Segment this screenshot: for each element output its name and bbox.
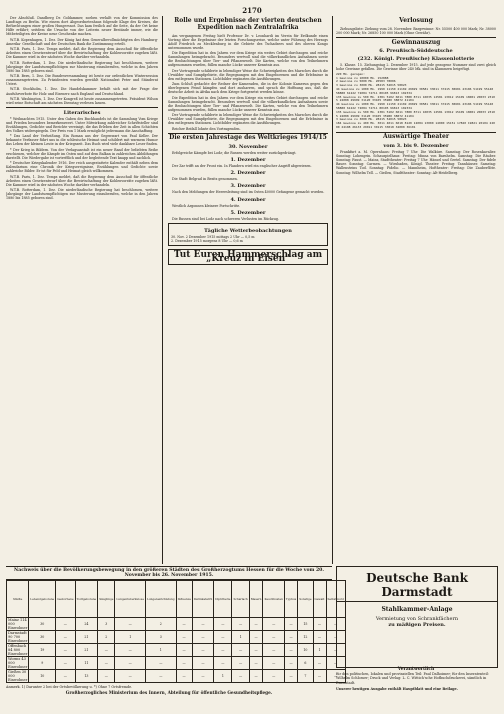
bank-advertisement [336,566,498,668]
date-heading: 30. November [228,144,268,151]
bank-line-3: zu mäßigen Preisen. [388,621,446,628]
divider [336,37,496,38]
value-cell: — [115,670,146,683]
value-cell: 19 [29,644,56,657]
article-paragraph: Am vergangenen Freitag hielt Professor Dr. v. Leonhardi im Verein für Erdkunde einen Vortrag über die Ergebnisse der letzten Forschungsreise, welche unter Führung des Herzogs Adolf Friedrich zu Mecklenburg in die Gebiete des Tschadsees und des oberen Kongo unternommen wurde. [168,33,328,50]
heading-lottery: 6. Preußisch-Süddeutsche [379,48,453,55]
weather-box [168,223,328,246]
table-header-row [7,581,346,618]
value-cell: — [284,618,297,631]
column-header: Diphtherie [214,581,232,618]
value-cell: 15 [298,618,313,631]
value-cell: 9 [29,657,56,670]
value-cell: — [313,670,326,683]
value-cell: 1 [214,670,232,683]
value-cell: — [115,657,146,670]
number-row: 3 Gewinne zu 3000 Mk. 28215 54015 58023 [336,117,407,122]
section-title-literary: Literarisches [63,109,101,116]
value-cell: 10 [29,670,56,683]
value-cell: 7 [298,670,313,683]
column-header: Masern [249,581,263,618]
heading-gewinnauszug: Gewinnauszug [391,38,441,46]
value-cell: 10 [298,644,313,657]
theater-dates: vom 3. bis 9. Dezember [383,143,449,150]
value-cell: — [263,644,284,657]
column-header: Selbstmord [326,581,345,618]
value-cell: 1 [232,631,249,644]
imprint-text: für den politischen, lokalen und provinziellen Teil: Paul Dalhoimer; für den Inseratenteil: Wilhelm Schlosser; Druck und Verlag: L. C. Wittich'sche Hofbuchdruckerei, sämtlich in Darmstadt. [336,672,489,685]
value-cell: 2 [146,618,177,631]
table-row [7,670,346,683]
value-cell: 6 [298,657,313,670]
column-header: Scharlach [232,581,249,618]
literary-paragraph: W.T.B. Paris, 1. Dez. Temps meldet, daß die Regierung dem Ausschuß für öffentliche Arbeiten einen Gesetzentwurf über die Bewirtschaftung der Kohlenvorräte zugehen läßt. Die Kammer wird in der nächsten Woche darüber verhandeln. [6,174,158,187]
value-cell: — [249,657,263,670]
value-cell: 2 [98,631,115,644]
value-cell: — [326,644,345,657]
value-cell: — [56,644,75,657]
column-header: Lungentuberkulose [115,581,146,618]
table-row [7,631,346,644]
column-header: Typhus [284,581,297,618]
value-cell: — [192,644,214,657]
bank-line-1: Stahlkammer-Anlage [381,605,453,613]
value-cell: — [115,644,146,657]
value-cell: — [263,670,284,683]
divider [168,133,328,134]
value-cell: — [249,644,263,657]
article-paragraph: Reicher Beifall lohnte den Vortragenden. [172,126,241,131]
value-cell: — [232,618,249,631]
value-cell: 3 [146,631,177,644]
value-cell: 1 [115,631,146,644]
value-cell: — [192,657,214,670]
value-cell: — [56,657,75,670]
value-cell: — [192,618,214,631]
number-row: 1 Gewinne zu 10000 Mk. 152888 [336,75,389,80]
article-paragraph: Der Vortragende schilderte in lebendiger Weise die Schwierigkeiten des Marsches durch die Urwälder und Sumpfgebiete, die Begegnungen mit den Eingeborenen und die Erlebnisse in den entlegenen Stationen. Lichtbilder ergänzten die Ausführungen. [168,68,328,81]
column-header: Darmkatarrh [192,581,214,618]
value-cell: — [56,618,75,631]
value-cell: — [98,670,115,683]
column-header: Lebendgeborene [29,581,56,618]
literary-paragraph: * Der Krieg in Bildern. Von der Verlagsanstalt ist ein neuer Band der beliebten Reihe erschienen, welcher die Kämpfe im Osten und auf dem Balkan in zahlreichen Abbildungen darstellt. Die Wiedergabe ist vortrefflich und der begleitende Text knapp und sachlich. [6,147,158,160]
article-paragraph: Die Expedition hat in den Jahren vor dem Kriege ein weites Gebiet durchzogen und reiche Sammlungen heimgebracht. Besonders wertvoll sind die völkerkundlichen Aufnahmen sowie die Beobachtungen über Tier- und Pflanzenwelt. Die Karten, welche von den Teilnehmern aufgenommen wurden, füllen manche Lücke unserer Kenntnis aus. [168,51,328,68]
value-cell: — [56,670,75,683]
number-row: 44 Gewinne zu 1000 Mk. 1990 11150 21169 29029 30581 33011 37415 38601 43106 51199 55140 58888 61222 72084 74711 80105 96813 102334 [336,102,494,110]
bank-line-2: Vermietung von Schrankfächern [375,615,459,622]
value-cell: 1 [146,644,177,657]
value-cell: 12 [298,631,313,644]
article-paragraph: W.T.B. Rotterdam, 1. Dez. Die niederländische Regierung hat beschlossen, weitere Jahrgänge der Landsturmpflichtigen zur Musterung einzuberufen, welche in den Jahren 1880 bis 1885 geboren sind. [6,60,158,73]
hammer-advertisement: Tut Euren Hammerschlag am „Kreuz in Eisen" [168,249,328,265]
value-cell: — [56,631,75,644]
literary-paragraph: * Das Land der Verheißung. Ein Roman aus der Gegenwart von Paul Keller. Der bekannte Verfasser führt uns in die schlesische Heimat und schildert mit warmem Humor das Leben der kleinen Leute in der Kriegszeit. Das Buch wird viele dankbare Leser finden. [6,134,158,147]
heading-theater: Auswärtige Theater [382,133,450,141]
divider [336,132,496,133]
event-text: Die Russen sind bei Lodz nach schweren Verlusten im Rückzug. [172,216,279,221]
value-cell: — [232,644,249,657]
value-cell: — [263,657,284,670]
number-row: 135 Gewinne zu 500 Mk. 2381 5102 6011 7880 8711 10035 12581 13012 15109 18001 20033 23105 24088 29999 31120 33105 35980 38872 41104 [336,109,495,118]
table-row [7,644,346,657]
column-left [6,16,158,564]
value-cell: 30 [29,618,56,631]
event-text: Erfolgreiche Kämpfe bei Lodz; die Russen werden weiter zurückgedrängt. [172,151,297,156]
value-cell: — [249,670,263,683]
value-cell: — [326,670,345,683]
value-cell: 21 [75,644,98,657]
value-cell: — [326,618,345,631]
article-paragraph: W.T.B. Bern, 1. Dez. Die Bundesversammlung ist heute zur ordentlichen Wintersession zusammengetreten. Zu Präsidenten wurden gewählt Nationalrat Peter und Ständerat Usteri. [6,73,158,87]
weather-line: 2. Dezember 1915 morgens 8 Uhr — 0,6 m [171,238,243,243]
column-header: Lungenentzündung [146,581,177,618]
value-cell: — [192,670,214,683]
value-cell: — [214,657,232,670]
column-header: Sonstige [298,581,313,618]
value-cell: — [263,631,284,644]
date-heading: 2. Dezember [230,170,266,177]
value-cell: 24 [75,618,98,631]
literary-paragraph: W.T.B. Rotterdam, 1. Dez. Die niederländische Regierung hat beschlossen, weitere Jahrgänge der Landsturmpflichtigen zur Musterung einzuberufen, welche in den Jahren 1880 bis 1885 geboren sind. [6,188,158,201]
value-cell: — [176,670,192,683]
column-rule [332,16,333,564]
value-cell: 13 [75,670,98,683]
value-cell: 30 [29,631,56,644]
value-cell: — [115,618,146,631]
value-cell: — [284,644,297,657]
weather-line: 30. Nov. 2 Dezember 1915 mittags 2 Uhr — 0,5 m [171,234,255,239]
headline-expedition: Rolle und Ergebnisse der vierten deutschen Expedition nach Zentralafrika [174,17,322,31]
number-row: 2 Gewinne zu 5000 Mk. 20583 78006 [336,79,396,84]
article-paragraph: W.T.B. Kopenhagen, 1. Dez. Der König hat dem Generalbevollmächtigten des Hamburg-Amerika- Gesellschaft und der Deutschen Bank die Zustimmung erteilt. [6,37,158,46]
event-text: Die Stadt Belgrad in Besitz genommen. [172,177,238,182]
value-cell: — [214,618,232,631]
table-source: Großherzogliches Ministerium des Innern, Abteilung für öffentliche Gesundheitspflege. [65,690,273,695]
value-cell: — [313,631,326,644]
article-paragraph: W.T.B. Washington, 1. Dez. Der Kongreß ist heute zusammengetreten. Präsident Wilson wird seine Botschaft am nächsten Dienstag verlesen lassen. [6,96,158,105]
population-table-section [6,566,344,708]
theater-text: Frankfurt a. M. Opernhaus: Freitag 7 Uhr: Die Walküre. Samstag: Der Rosenkavalier. Sonntag: Lohengrin. Schauspielhaus: Freitag: Minna von Barnhelm. Samstag: Die Räuber. Sonntag: Faust. — Mainz, Stadttheater: Freitag 7 Uhr: Hänsel und Gretel. Samstag: Der fidele Bauer. Sonntag: Carmen. — Wiesbaden, Königl. Theater: Freitag: Tannhäuser. Samstag: Wallensteins Tod. Sonntag: Fidelio. — Mannheim, Hoftheater: Freitag: Die Zauberflöte. Sonntag: Wilhelm Tell. — Gießen, Stadttheater: Sonntag: Alt-Heidelberg. [336,150,496,175]
value-cell: — [249,631,263,644]
page-number: 2170 [242,6,262,15]
value-cell: — [146,657,177,670]
value-cell: 3 [98,618,115,631]
lottery-info: 5. Klasse. 15. Ziehungstag 2. Dezember 1915. Auf jede gezogene Nummer sind zwei gleich hohe Gewinne gefallen. Die Gewinne über 240 Mk. sind in Klammern beigefügt. [336,63,496,72]
divider [6,107,158,108]
value-cell: — [263,618,284,631]
event-text: Nach den Meldungen der Heeresleitung sind im Osten 40000 Gefangene gemacht worden. [172,190,325,195]
event-text: Der Zar trifft an der Front ein. In Flandern wird ein englischer Angriff abgewiesen. [172,164,312,169]
city-cell: Gießen 30 000 Einwohner [8,670,28,682]
value-cell: — [284,631,297,644]
imprint [336,668,496,708]
article-paragraph: Zum Schluß gedachte der Redner der Kameraden, die in der Kolonie Kamerun gegen den überlegenen Feind kämpfen und dort ausharren, und sprach die Hoffnung aus, daß die deutsche Arbeit in Afrika nach dem Kriege fortgesetzt werden könne. [168,82,328,95]
article-paragraph: Der Vortragende schilderte in lebendiger Weise die Schwierigkeiten des Marsches durch die Urwälder und Sumpfgebiete, die Begegnungen mit den Eingeborenen und die Erlebnisse in den entlegenen Stationen. Lichtbilder ergänzten die Ausführungen. [168,113,328,126]
table-footnote: Anmerk. 1) Darunter 2 bei der Ortsbevölkerung u. *) Ohne 7 Ortsfremde. [6,685,133,689]
value-cell: 21 [75,631,98,644]
column-right [336,16,496,564]
table-row [7,657,346,670]
value-cell: — [98,657,115,670]
date-heading: 1. Dezember [230,157,266,164]
headline-jahrestage: Die ersten Jahrestage des Weltkrieges 1914/15 [169,134,327,142]
imprint-bottom: Unserer heutigen Ausgabe enthält Hauptblatt und eine Beilage. [336,686,458,691]
value-cell: — [146,670,177,683]
event-text: Westlich Argonnen kleinere Fortschritte. [172,203,241,208]
verlosung-text: Ziehungsliste: Ziehung vom 28. November. Bargewinne: Nr. 55500 400 000 Mark; Nr. 38000 200 000 Mark; Nr. 26850 100 000 Mark (Ohne Gewähr). [336,26,496,35]
value-cell: 1 [313,644,326,657]
column-header: Keuchhusten [263,581,284,618]
city-cell: Worms 43 000 Einwohner [8,657,28,669]
number-row: 44 Gewinne zu 1000 Mk. 1990 11150 21169 29029 30581 33011 37415 38601 43106 51199 55140 58888 61222 72084 74711 80105 96813 102334 [336,86,494,95]
value-cell: — [176,657,192,670]
article-paragraph: Der Abschluß. Dandberg Dr. Goldammer, soeben verlaßt von der Kommission des Landtags zu Berlin. Wie einem dort Abgeordnetenhaus folgende Klage des Kreises, die Befürchtungen einer großen Hungersnot. Das kam freilich auf die Seite, da der Ort keine Hilfe erfährt; seitdem die Ursache von der Leiterin neuer Bestände immer, wie die Mitbeteiligten der Kreise neue Geschenke machen. [6,16,158,37]
column-header-city: Städte [7,581,29,618]
imprint-title: Verantwortlich [397,667,435,672]
article-paragraph: W.T.B. Stockholm, 1. Dez. Die Handelskammer befaßt sich mit der Frage der Ausfuhrverbote für Holz und Eisenerz nach England und Deutschland. [6,87,158,96]
number-row: 135 Gewinne zu 500 Mk. 2381 5102 6011 7880 8711 10035 12581 13012 15109 18001 20033 23105 24088 29999 31120 33105 35980 38872 41104 [336,94,495,103]
heading-verlosung: Verlosung [399,17,433,24]
value-cell: — [214,631,232,644]
article-paragraph: W.T.B. Paris, 1. Dez. Temps meldet, daß die Regierung dem Ausschuß für öffentliche Arbeiten einen Gesetzentwurf über die Bewirtschaftung der Kohlenvorräte zugehen läßt. Die Kammer wird in der nächsten Woche darüber verhandeln. [6,47,158,60]
value-cell: — [284,670,297,683]
value-cell: — [313,657,326,670]
population-table [6,580,346,683]
city-cell: Mainz 114 000 Einwohner [8,618,28,630]
table-body [7,618,346,683]
number-row: 3 Gewinne zu 3000 Mk. 28215 54015 58023 [336,83,407,88]
column-header: Gestorbene [56,581,75,618]
value-cell: — [249,618,263,631]
column-header: Todtgeborene [75,581,98,618]
column-rule [162,16,163,564]
value-cell: — [313,618,326,631]
value-cell: — [98,644,115,657]
value-cell: — [232,657,249,670]
article-paragraph: Die Expedition hat in den Jahren vor dem Kriege ein weites Gebiet durchzogen und reiche Sammlungen heimgebracht. Besonders wertvoll sind die völkerkundlichen Aufnahmen sowie die Beobachtungen über Tier- und Pflanzenwelt. Die Karten, welche von den Teilnehmern aufgenommen wurden, füllen manche Lücke unserer Kenntnis aus. [168,95,328,112]
bank-name: Deutsche Bank Darmstadt [366,571,468,599]
column-header: Gewalt [313,581,326,618]
value-cell: — [176,644,192,657]
number-row: 184 Gewinne zu 400 Mk. 3011 4011 6018 8120 12084 13000 14000 15151 17820 19821 20104 22000 24108 26133 29011 30115 33018 34000 36101 [336,121,495,129]
value-cell: — [284,657,297,670]
column-middle [168,16,328,564]
table-title: Nachweis über die Bevölkerungsbewegung in den größeren Städten des Großherzogtums Hessen für die Woche vom 20. November bis 26. November 1915. [6,566,332,580]
divider [337,601,497,602]
weather-title: Tägliche Wetterbeobachtungen [204,227,292,234]
literary-paragraph: * Deutscher Kriegskalender 1916. Der reich ausgestattete Kalender enthält neben dem Kalendarium eine Chronik der Kriegsereignisse, Erzählungen und Gedichte sowie zahlreiche Bilder. Er ist für Feld und Heimat gleich willkommen. [6,161,158,174]
heading-lottery-sub: (232. Königl. Preußische) Klassenlotterie [357,56,475,63]
city-cell: Darmstadt 90 700 Einwohner [8,631,28,643]
value-cell: 11 [75,657,98,670]
value-cell: — [326,657,345,670]
value-cell: — [214,644,232,657]
date-heading: 5. Dezember [230,209,266,216]
table-row [7,618,346,631]
lottery-numbers [336,73,496,130]
column-header: Influenza [176,581,192,618]
literary-paragraph: * Weihnachten 1915. Unter den Gaben des Buchhandels ist die Sammlung Vom Kriege und Frieden besonders bemerkenswert. Unter Mitwirkung zahlreicher Schriftsteller sind Erzählungen, Gedichte und Berichte vereinigt, die das Erleben der Zeit in allen Schichten des Volkes widerspiegeln. Der Preis von 1 Mark ermöglicht jedermann die Anschaffung. [6,116,158,133]
date-heading: 3. Dezember [230,183,266,190]
value-cell: — [176,631,192,644]
column-header: Säuglinge [98,581,115,618]
city-cell: Offenbach 84 800 Einwohner [8,644,28,656]
value-cell: — [326,631,345,644]
date-heading: 4. Dezember [230,196,266,203]
value-cell: — [192,631,214,644]
value-cell: — [176,618,192,631]
value-cell: — [232,670,249,683]
number-row: 220 Mk. gezogen: [336,71,365,76]
